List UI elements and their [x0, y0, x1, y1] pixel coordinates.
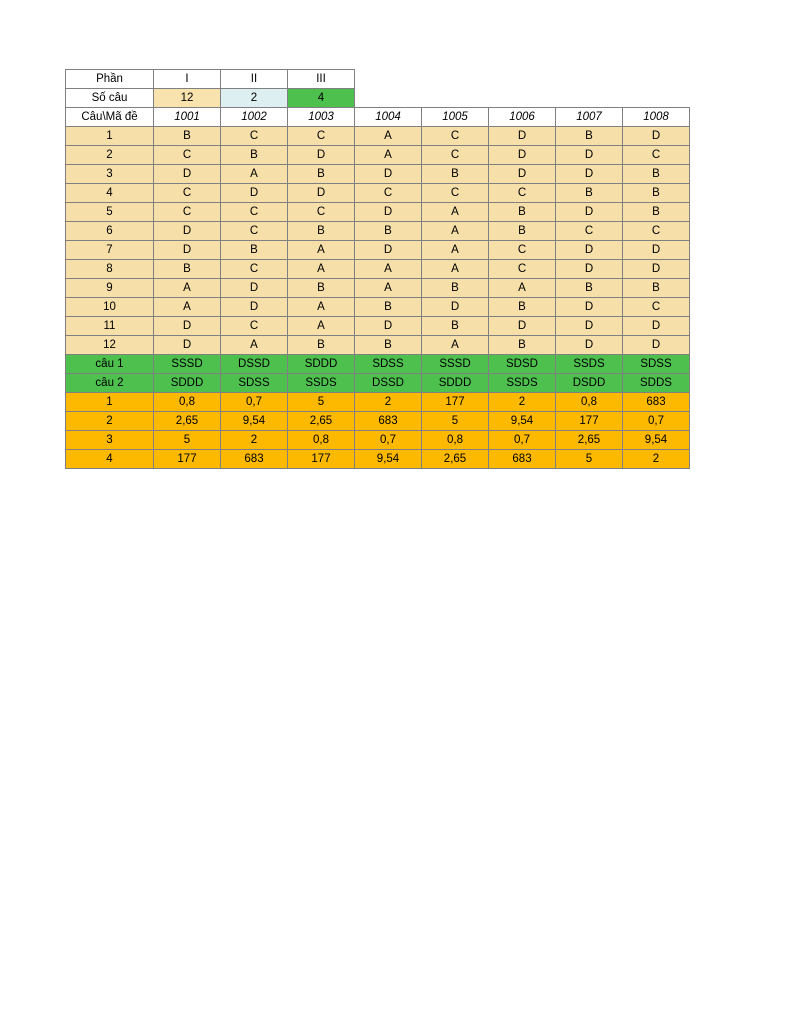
- cell-answer: D: [556, 298, 623, 317]
- cell-answer: D: [623, 336, 690, 355]
- cell-short-answer: 177: [556, 412, 623, 431]
- cell-answer: C: [623, 298, 690, 317]
- table-row: [66, 431, 690, 450]
- cell-answer: B: [623, 203, 690, 222]
- cell-answer: D: [355, 203, 422, 222]
- cell-answer: D: [556, 146, 623, 165]
- cell-answer: A: [154, 298, 221, 317]
- cell-answer: C: [288, 203, 355, 222]
- table-row: [66, 336, 690, 355]
- cell-answer: D: [556, 317, 623, 336]
- cell-answer: C: [221, 317, 288, 336]
- table-row: [66, 298, 690, 317]
- cell-truefalse: SDDD: [422, 374, 489, 393]
- table-row: [66, 222, 690, 241]
- cell-answer: D: [623, 260, 690, 279]
- cell-row-label: 11: [66, 317, 154, 336]
- cell-answer: A: [422, 260, 489, 279]
- cell-short-answer: 0,7: [221, 393, 288, 412]
- cell-ma-de-1002: 1002: [221, 108, 288, 127]
- cell-answer: B: [288, 222, 355, 241]
- cell-answer: D: [221, 298, 288, 317]
- cell-answer: D: [489, 127, 556, 146]
- cell-answer: C: [355, 184, 422, 203]
- cell-truefalse: SDSS: [355, 355, 422, 374]
- cell-row-label: 6: [66, 222, 154, 241]
- cell-answer: C: [422, 184, 489, 203]
- cell-answer: C: [154, 146, 221, 165]
- cell-answer: A: [221, 165, 288, 184]
- cell-answer: A: [422, 336, 489, 355]
- spreadsheet-area: [65, 69, 690, 469]
- cell-short-answer: 0,8: [422, 431, 489, 450]
- cell-truefalse: SDDS: [623, 374, 690, 393]
- cell-truefalse: SDSS: [221, 374, 288, 393]
- cell-row-label: câu 1: [66, 355, 154, 374]
- cell-answer: C: [623, 222, 690, 241]
- cell-phan-i: I: [154, 70, 221, 89]
- cell-answer: C: [221, 203, 288, 222]
- cell-short-answer: 683: [355, 412, 422, 431]
- table-row: [66, 317, 690, 336]
- cell-truefalse: SDDD: [154, 374, 221, 393]
- cell-ma-de-1006: 1006: [489, 108, 556, 127]
- cell-answer: C: [288, 127, 355, 146]
- table-row: [66, 184, 690, 203]
- cell-answer: B: [489, 203, 556, 222]
- cell-answer: A: [422, 241, 489, 260]
- cell-so-cau-ii: 2: [221, 89, 288, 108]
- cell-short-answer: 0,8: [154, 393, 221, 412]
- cell-answer: C: [154, 184, 221, 203]
- cell-answer: D: [221, 279, 288, 298]
- cell-answer: D: [154, 317, 221, 336]
- cell-truefalse: SDDD: [288, 355, 355, 374]
- cell-row-label: 1: [66, 127, 154, 146]
- cell-answer: D: [288, 146, 355, 165]
- cell-answer: D: [623, 317, 690, 336]
- cell-answer: B: [623, 279, 690, 298]
- cell-truefalse: SSDS: [288, 374, 355, 393]
- cell-answer: D: [556, 241, 623, 260]
- cell-row-label: 7: [66, 241, 154, 260]
- cell-answer: B: [623, 184, 690, 203]
- cell-answer: D: [556, 165, 623, 184]
- cell-answer: D: [489, 317, 556, 336]
- cell-ma-de-label: Câu\Mã đề: [66, 108, 154, 127]
- cell-answer: B: [623, 165, 690, 184]
- cell-truefalse: SSSD: [154, 355, 221, 374]
- cell-answer: A: [355, 146, 422, 165]
- cell-answer: D: [355, 241, 422, 260]
- cell-answer: C: [489, 184, 556, 203]
- cell-answer: B: [422, 317, 489, 336]
- cell-answer: B: [355, 298, 422, 317]
- cell-short-answer: 0,8: [288, 431, 355, 450]
- cell-answer: B: [154, 260, 221, 279]
- cell-answer: D: [288, 184, 355, 203]
- cell-answer: B: [489, 222, 556, 241]
- cell-answer: A: [355, 279, 422, 298]
- cell-answer: B: [489, 298, 556, 317]
- cell-short-answer: 5: [154, 431, 221, 450]
- cell-answer: A: [422, 222, 489, 241]
- cell-short-answer: 177: [422, 393, 489, 412]
- cell-answer: D: [556, 260, 623, 279]
- table-row: [66, 165, 690, 184]
- cell-row-label: 3: [66, 431, 154, 450]
- cell-short-answer: 2: [623, 450, 690, 469]
- cell-row-label: 5: [66, 203, 154, 222]
- table-row: [66, 355, 690, 374]
- cell-answer: B: [154, 127, 221, 146]
- table-row: [66, 450, 690, 469]
- cell-short-answer: 0,7: [623, 412, 690, 431]
- table-row: [66, 146, 690, 165]
- cell-truefalse: DSDD: [556, 374, 623, 393]
- cell-ma-de-1008: 1008: [623, 108, 690, 127]
- answer-key-table: [65, 69, 690, 469]
- cell-row-label: 8: [66, 260, 154, 279]
- cell-ma-de-1003: 1003: [288, 108, 355, 127]
- cell-truefalse: SSDS: [556, 355, 623, 374]
- cell-short-answer: 177: [288, 450, 355, 469]
- table-row: [66, 279, 690, 298]
- cell-answer: D: [154, 241, 221, 260]
- cell-so-cau-iii: 4: [288, 89, 355, 108]
- cell-row-label: 9: [66, 279, 154, 298]
- cell-answer: C: [221, 127, 288, 146]
- cell-answer: D: [154, 165, 221, 184]
- cell-answer: A: [489, 279, 556, 298]
- cell-answer: D: [355, 317, 422, 336]
- cell-short-answer: 5: [556, 450, 623, 469]
- table-row-ma-de: [66, 108, 690, 127]
- cell-answer: C: [556, 222, 623, 241]
- cell-short-answer: 2,65: [556, 431, 623, 450]
- cell-answer: D: [422, 298, 489, 317]
- cell-phan-ii: II: [221, 70, 288, 89]
- cell-short-answer: 9,54: [355, 450, 422, 469]
- cell-answer: A: [288, 241, 355, 260]
- cell-ma-de-1005: 1005: [422, 108, 489, 127]
- cell-answer: D: [623, 241, 690, 260]
- cell-answer: B: [288, 279, 355, 298]
- cell-answer: D: [154, 222, 221, 241]
- cell-short-answer: 683: [489, 450, 556, 469]
- cell-answer: B: [556, 279, 623, 298]
- cell-answer: B: [288, 336, 355, 355]
- table-row: [66, 393, 690, 412]
- cell-short-answer: 0,7: [355, 431, 422, 450]
- cell-short-answer: 2,65: [154, 412, 221, 431]
- cell-answer: A: [288, 260, 355, 279]
- cell-phan-label: Phần: [66, 70, 154, 89]
- cell-short-answer: 5: [288, 393, 355, 412]
- cell-ma-de-1001: 1001: [154, 108, 221, 127]
- cell-answer: C: [154, 203, 221, 222]
- cell-answer: D: [556, 203, 623, 222]
- cell-row-label: 12: [66, 336, 154, 355]
- cell-answer: B: [355, 222, 422, 241]
- table-row: [66, 374, 690, 393]
- cell-answer: B: [556, 127, 623, 146]
- cell-answer: C: [623, 146, 690, 165]
- cell-short-answer: 683: [623, 393, 690, 412]
- cell-short-answer: 2: [221, 431, 288, 450]
- cell-row-label: câu 2: [66, 374, 154, 393]
- cell-answer: B: [355, 336, 422, 355]
- cell-short-answer: 683: [221, 450, 288, 469]
- cell-answer: D: [154, 336, 221, 355]
- cell-answer: A: [288, 298, 355, 317]
- cell-row-label: 4: [66, 184, 154, 203]
- cell-answer: D: [221, 184, 288, 203]
- table-row: [66, 260, 690, 279]
- cell-short-answer: 9,54: [221, 412, 288, 431]
- cell-short-answer: 0,8: [556, 393, 623, 412]
- cell-answer: C: [489, 241, 556, 260]
- cell-row-label: 4: [66, 450, 154, 469]
- table-row: [66, 203, 690, 222]
- cell-answer: A: [288, 317, 355, 336]
- cell-answer: C: [221, 222, 288, 241]
- cell-answer: D: [489, 146, 556, 165]
- cell-answer: A: [154, 279, 221, 298]
- cell-row-label: 10: [66, 298, 154, 317]
- cell-answer: B: [422, 279, 489, 298]
- cell-answer: D: [489, 165, 556, 184]
- cell-answer: A: [422, 203, 489, 222]
- table-row: [66, 412, 690, 431]
- cell-so-cau-label: Số câu: [66, 89, 154, 108]
- cell-short-answer: 2,65: [422, 450, 489, 469]
- cell-ma-de-1007: 1007: [556, 108, 623, 127]
- table-row-phan: [66, 70, 690, 89]
- cell-short-answer: 5: [422, 412, 489, 431]
- cell-answer: B: [556, 184, 623, 203]
- cell-answer: A: [355, 127, 422, 146]
- cell-row-label: 2: [66, 146, 154, 165]
- cell-truefalse: SDSD: [489, 355, 556, 374]
- cell-row-label: 1: [66, 393, 154, 412]
- cell-answer: C: [422, 127, 489, 146]
- cell-row-label: 3: [66, 165, 154, 184]
- cell-answer: D: [556, 336, 623, 355]
- cell-truefalse: SSDS: [489, 374, 556, 393]
- cell-short-answer: 2: [355, 393, 422, 412]
- table-row: [66, 127, 690, 146]
- cell-phan-iii: III: [288, 70, 355, 89]
- table-row: [66, 241, 690, 260]
- cell-answer: C: [422, 146, 489, 165]
- cell-short-answer: 9,54: [623, 431, 690, 450]
- cell-truefalse: SSSD: [422, 355, 489, 374]
- cell-answer: B: [422, 165, 489, 184]
- cell-answer: B: [221, 146, 288, 165]
- cell-short-answer: 0,7: [489, 431, 556, 450]
- cell-answer: D: [623, 127, 690, 146]
- cell-answer: B: [221, 241, 288, 260]
- cell-answer: A: [355, 260, 422, 279]
- cell-answer: A: [221, 336, 288, 355]
- cell-short-answer: 9,54: [489, 412, 556, 431]
- cell-truefalse: DSSD: [355, 374, 422, 393]
- cell-answer: D: [355, 165, 422, 184]
- table-row-so-cau: [66, 89, 690, 108]
- cell-short-answer: 2: [489, 393, 556, 412]
- cell-answer: B: [288, 165, 355, 184]
- cell-row-label: 2: [66, 412, 154, 431]
- cell-short-answer: 2,65: [288, 412, 355, 431]
- cell-truefalse: DSSD: [221, 355, 288, 374]
- cell-short-answer: 177: [154, 450, 221, 469]
- cell-ma-de-1004: 1004: [355, 108, 422, 127]
- cell-so-cau-i: 12: [154, 89, 221, 108]
- cell-answer: B: [489, 336, 556, 355]
- cell-answer: C: [489, 260, 556, 279]
- cell-truefalse: SDSS: [623, 355, 690, 374]
- cell-answer: C: [221, 260, 288, 279]
